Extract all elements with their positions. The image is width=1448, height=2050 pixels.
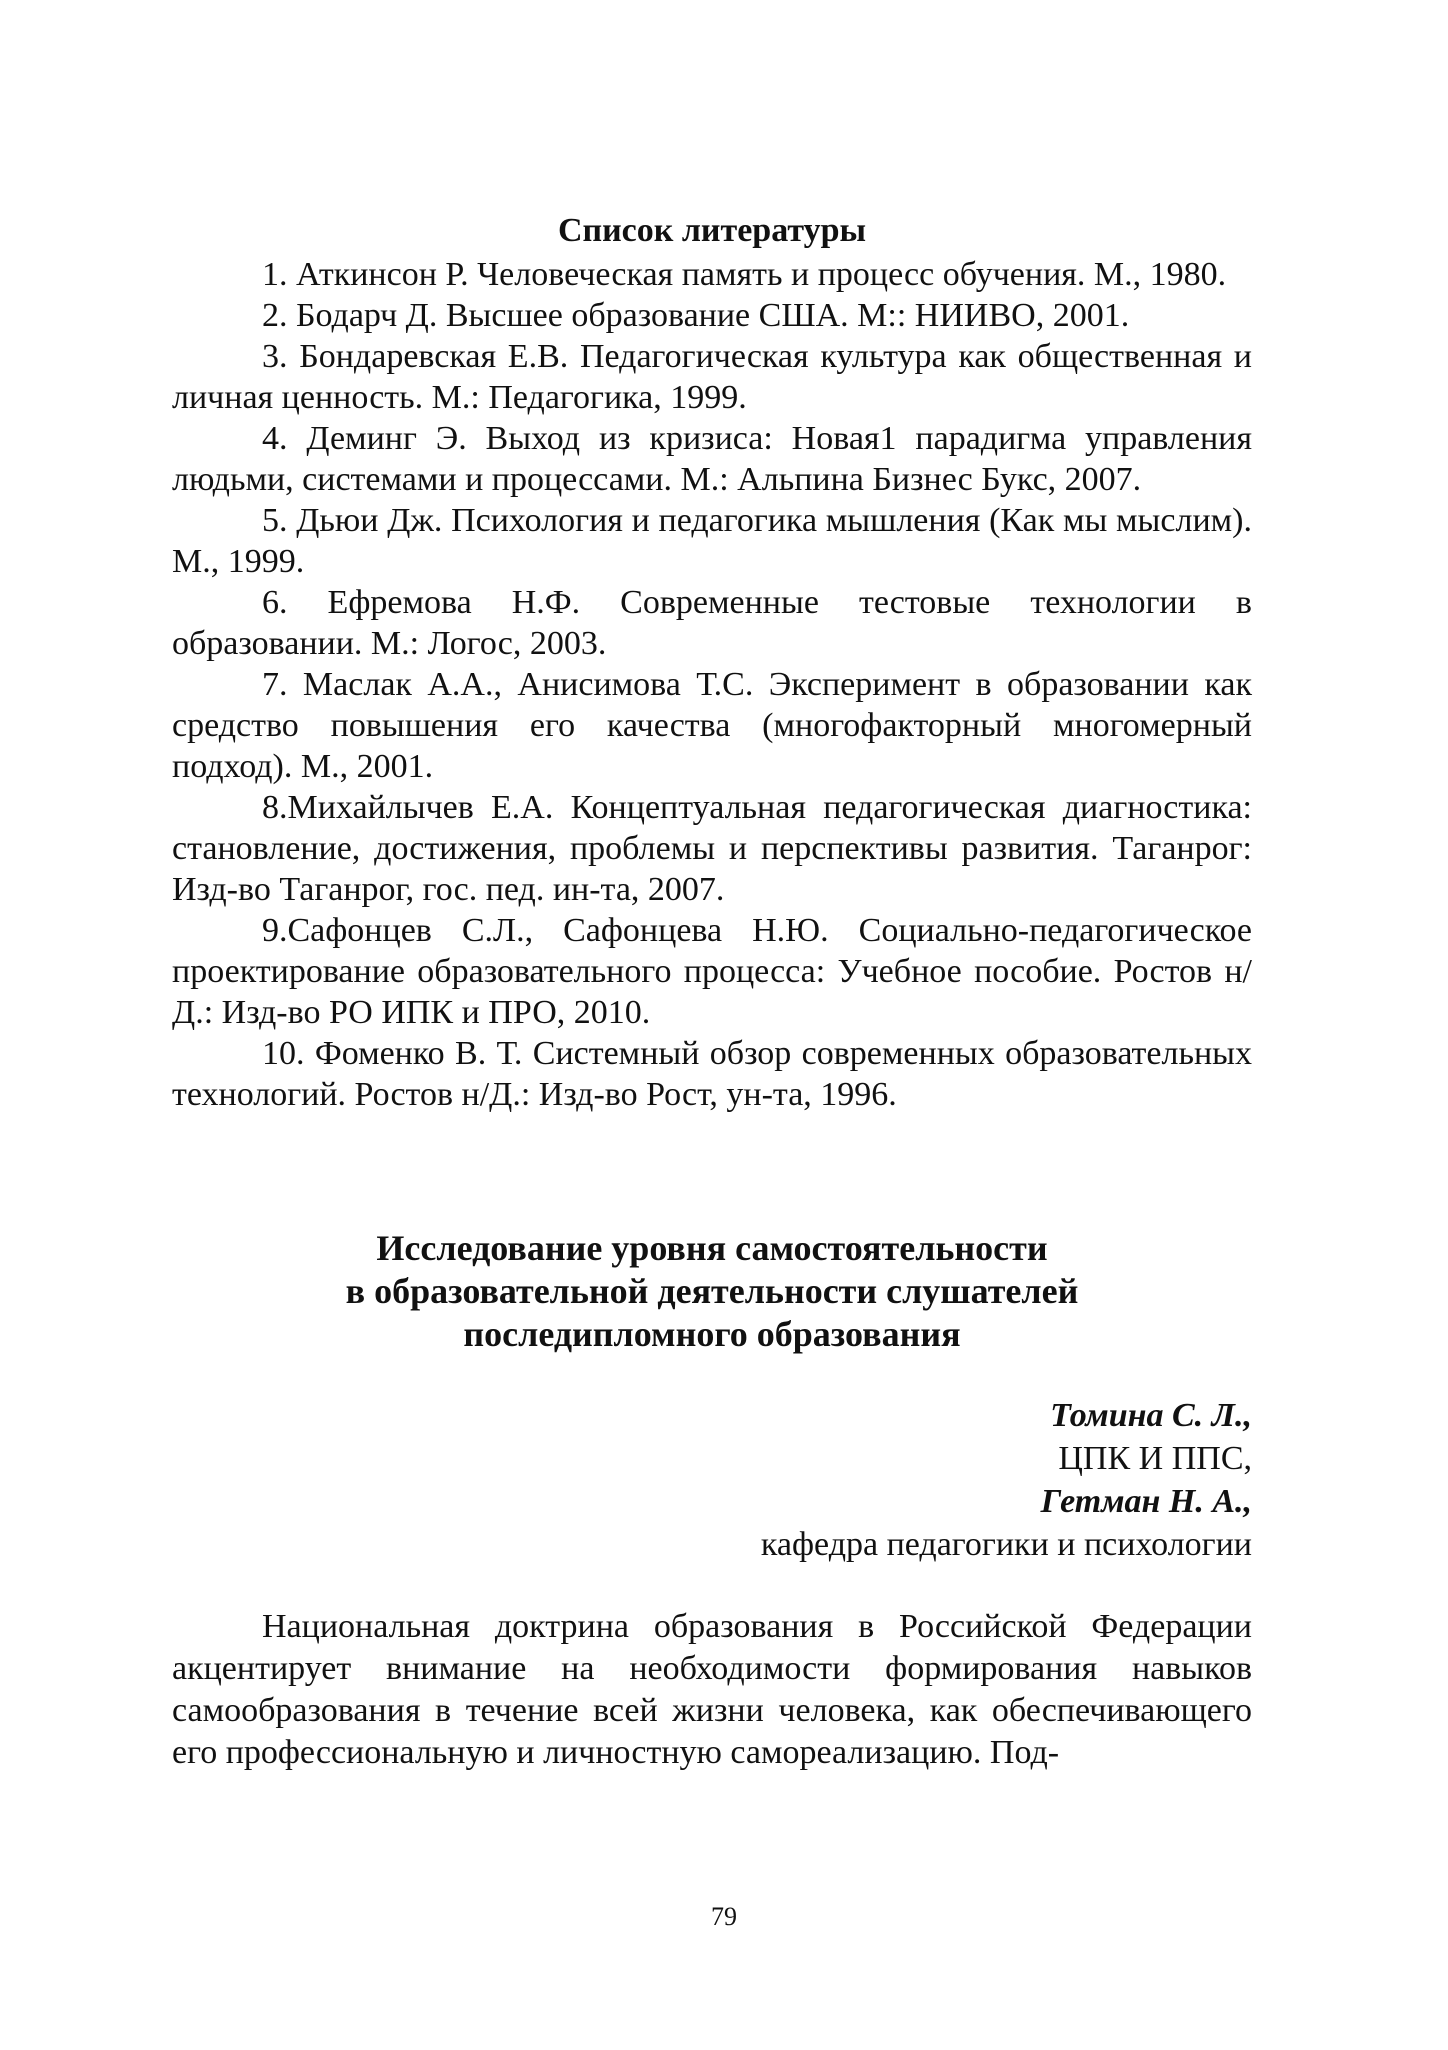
- references-list: [172, 254, 1252, 1115]
- author-affiliation: кафедра педагогики и психологии: [760, 1526, 1252, 1563]
- article-title-line: Исследование уровня самостоятельности: [376, 1228, 1048, 1268]
- reference-item: 9.Сафонцев С.Л., Сафонцева Н.Ю. Социально-педагогическое проектирование образовательного процесса: Учебное пособие. Ростов н/Д.: Изд-во РО ИПК и ПРО, 2010.: [172, 912, 1252, 1031]
- reference-item: 2. Бодарч Д. Высшее образование США. М:: НИИВО, 2001.: [262, 297, 1130, 334]
- author-name: Гетман Н. А.,: [1040, 1483, 1252, 1520]
- references-title: Список литературы: [557, 212, 867, 249]
- reference-item: 8.Михайлычев Е.А. Концептуальная педагогическая диагностика: становление, достижения, проблемы и перспективы развития. Таганрог: Изд-во Таганрог, гос. пед. ин-та, 2007.: [172, 789, 1252, 908]
- article-body-paragraph: Национальная доктрина образования в Российской Федерации акцентирует внимание на необходимости формирования навыков самообразования в течение всей жизни человека, как обеспечивающего его профессиональную и личностную самореализацию. Под-: [172, 1608, 1252, 1771]
- article-title-line: в образовательной деятельности слушателей: [345, 1271, 1079, 1311]
- reference-item: 6. Ефремова Н.Ф. Современные тестовые технологии в образовании. М.: Логос, 2003.: [172, 584, 1252, 662]
- reference-item: 1. Аткинсон Р. Человеческая память и процесс обучения. М., 1980.: [262, 256, 1227, 293]
- author-affiliation: ЦПК И ППС,: [1058, 1440, 1252, 1477]
- reference-item: 5. Дьюи Дж. Психология и педагогика мышления (Как мы мыслим). М., 1999.: [172, 502, 1252, 580]
- page-content: [172, 200, 1252, 1808]
- reference-item: 3. Бондаревская Е.В. Педагогическая культура как общественная и личная ценность. М.: Педагогика, 1999.: [172, 338, 1252, 416]
- article-title: [172, 1227, 1252, 1356]
- page-number: 79: [711, 1902, 737, 1931]
- reference-item: 7. Маслак А.А., Анисимова Т.С. Эксперимент в образовании как средство повышения его качества (многофакторный многомерный подход). М., 2001.: [172, 666, 1252, 785]
- authors-block: [172, 1394, 1252, 1566]
- reference-item: 10. Фоменко В. Т. Системный обзор современных образовательных технологий. Ростов н/Д.: Изд-во Рост, ун-та, 1996.: [172, 1035, 1252, 1113]
- article-title-line: последипломного образования: [463, 1314, 961, 1354]
- author-name: Томина С. Л.,: [1050, 1397, 1252, 1434]
- reference-item: 4. Деминг Э. Выход из кризиса: Новая1 парадигма управления людьми, системами и процессами. М.: Альпина Бизнес Букс, 2007.: [172, 420, 1252, 498]
